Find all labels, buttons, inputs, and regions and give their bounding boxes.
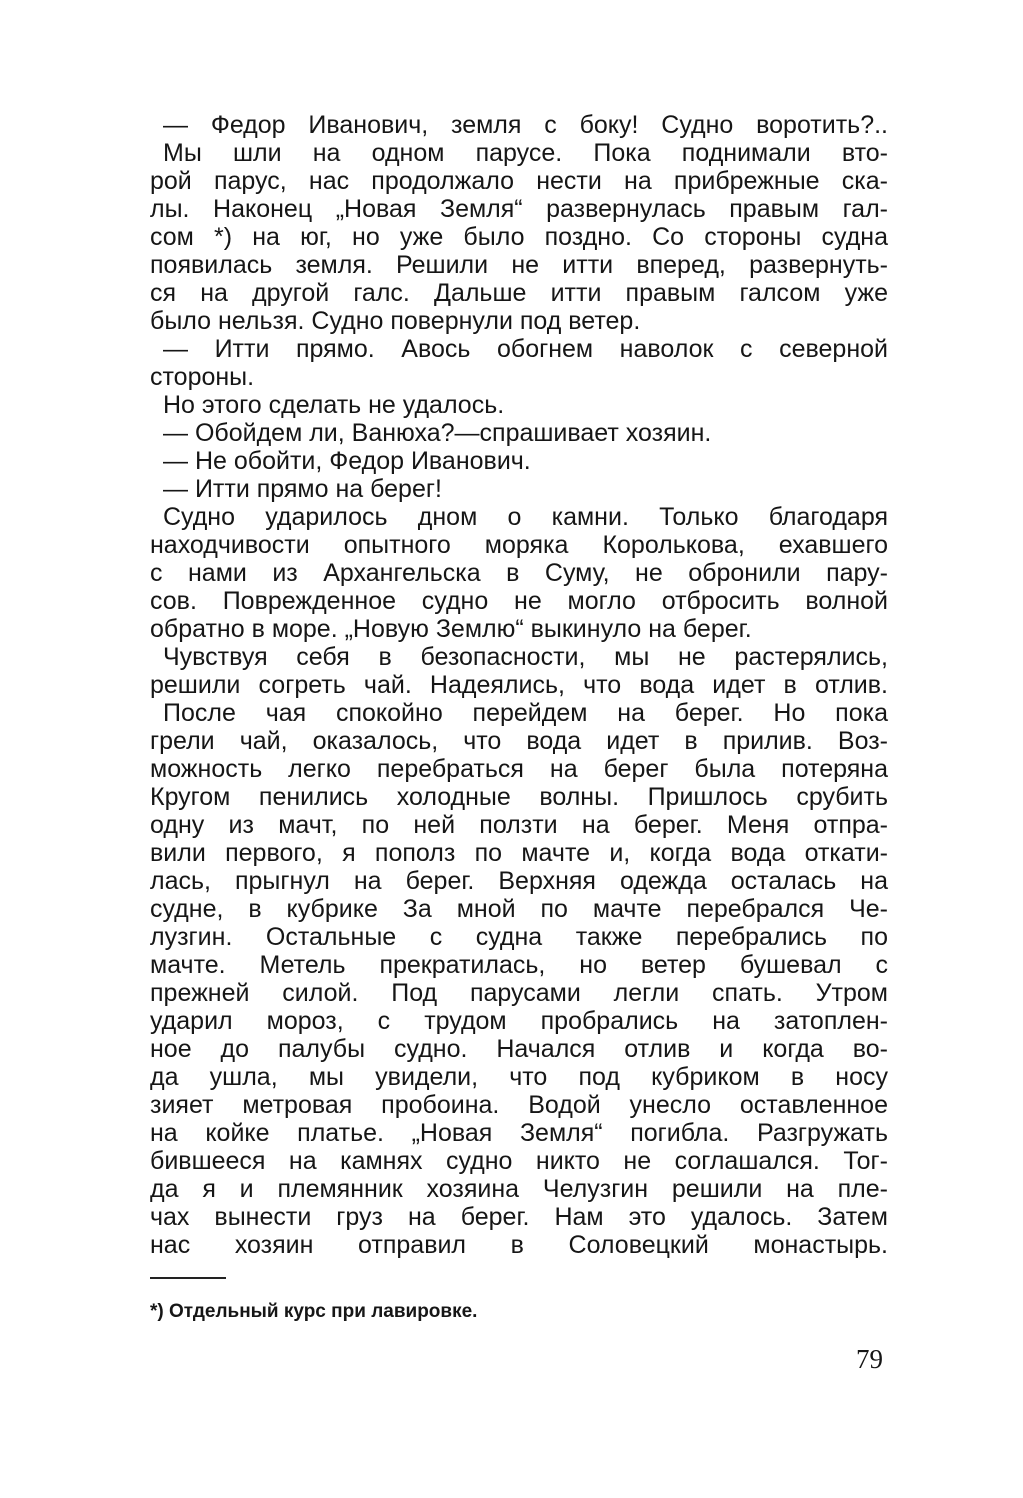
text-line: нас хозяин отправил в Соловецкий монастырь. (150, 1231, 888, 1259)
text-line: да я и племянник хозяина Челузгин решили на пле- (150, 1175, 888, 1203)
text-line: ся на другой галс. Дальше итти правым галсом уже (150, 279, 888, 307)
text-line: стороны. (150, 363, 255, 391)
text-line: вили первого, я пополз по мачте и, когда вода откати- (150, 839, 888, 867)
text-line: находчивости опытного моряка Королькова, ехавшего (150, 531, 888, 559)
text-line: сом *) на юг, но уже было поздно. Со стороны судна (150, 223, 888, 251)
text-line: одну из мачт, по ней ползти на берег. Меня отпра- (150, 811, 888, 839)
page-number: 79 (856, 1344, 883, 1374)
text-line: судне, в кубрике За мной по мачте перебрался Че- (150, 895, 888, 923)
text-line: лы. Наконец „Новая Земля“ развернулась правым гал- (150, 195, 888, 223)
text-line: — Итти прямо на берег! (163, 475, 442, 503)
footnote: *) Отдельный курс при лавировке. (150, 1301, 478, 1322)
text-line: грели чай, оказалось, что вода идет в прилив. Воз- (150, 727, 888, 755)
text-line: — Обойдем ли, Ванюха?—спрашивает хозяин. (163, 419, 712, 447)
text-line: бившееся на камнях судно никто не соглашался. Тог- (150, 1147, 888, 1175)
text-line: мачте. Метель прекратилась, но ветер бушевал с (150, 951, 888, 979)
text-line: обратно в море. „Новую Землю“ выкинуло на берег. (150, 615, 752, 643)
text-line: решили согреть чай. Надеялись, что вода идет в отлив. (150, 671, 888, 699)
text-line: с нами из Архангельска в Суму, не обронили пару- (150, 559, 888, 587)
body-text (150, 111, 888, 1259)
text-line: можность легко перебраться на берег была потеряна (150, 755, 888, 783)
text-line: появилась земля. Решили не итти вперед, развернуть- (150, 251, 888, 279)
text-line: прежней силой. Под парусами легли спать. Утром (150, 979, 888, 1007)
text-line: зияет метровая пробоина. Водой унесло оставленное (150, 1091, 888, 1119)
text-line: После чая спокойно перейдем на берег. Но пока (163, 699, 888, 727)
text-line: Но этого сделать не удалось. (163, 391, 505, 419)
text-line: чах вынести груз на берег. Нам это удалось. Затем (150, 1203, 888, 1231)
text-line: да ушла, мы увидели, что под кубриком в носу (150, 1063, 888, 1091)
text-line: Чувствуя себя в безопасности, мы не растерялись, (163, 643, 888, 671)
text-line: лузгин. Остальные с судна также перебрались по (150, 923, 888, 951)
text-line: — Не обойти, Федор Иванович. (163, 447, 531, 475)
text-line: лась, прыгнул на берег. Верхняя одежда осталась на (150, 867, 888, 895)
text-line: Мы шли на одном парусе. Пока поднимали вто- (163, 139, 888, 167)
text-line: рой парус, нас продолжало нести на прибрежные ска- (150, 167, 888, 195)
text-line: сов. Поврежденное судно не могло отбросить волной (150, 587, 888, 615)
text-line: ное до палубы судно. Начался отлив и когда во- (150, 1035, 888, 1063)
text-line: было нельзя. Судно повернули под ветер. (150, 307, 641, 335)
text-line: ударил мороз, с трудом пробрались на затоплен- (150, 1007, 888, 1035)
text-line: Кругом пенились холодные волны. Пришлось срубить (150, 783, 888, 811)
text-line: — Итти прямо. Авось обогнем наволок с северной (163, 335, 888, 363)
text-line: Судно ударилось дном о камни. Только благодаря (163, 503, 888, 531)
text-line: — Федор Иванович, земля с боку! Судно воротить?.. (163, 111, 888, 139)
footnote-divider (150, 1277, 226, 1279)
text-line: на койке платье. „Новая Земля“ погибла. Разгружать (150, 1119, 888, 1147)
